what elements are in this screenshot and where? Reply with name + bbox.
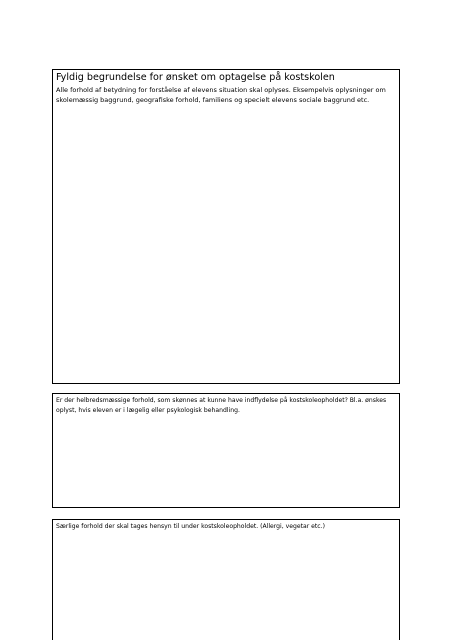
special-conditions-section[interactable] [52, 519, 400, 640]
reason-section[interactable] [52, 69, 400, 384]
reason-heading: Fyldig begrundelse for ønsket om optagelse på kostskolen [56, 72, 335, 83]
reason-instructions: Alle forhold af betydning for forståelse af elevens situation skal oplyses. Eksempelvis oplysninger om skolemæssig baggrund, geografiske forhold, familiens og specielt elevens sociale baggrund etc. [56, 86, 386, 104]
health-instructions: Er der helbredsmæssige forhold, som skønnes at kunne have indflydelse på kostskoleopholdet? Bl.a. ønskes oplyst, hvis eleven er i lægelig eller psykologisk behandling. [56, 397, 387, 414]
special-conditions-instructions: Særlige forhold der skal tages hensyn til under kostskoleopholdet. (Allergi, vegetar etc.) [56, 523, 325, 530]
health-section[interactable] [52, 393, 400, 508]
